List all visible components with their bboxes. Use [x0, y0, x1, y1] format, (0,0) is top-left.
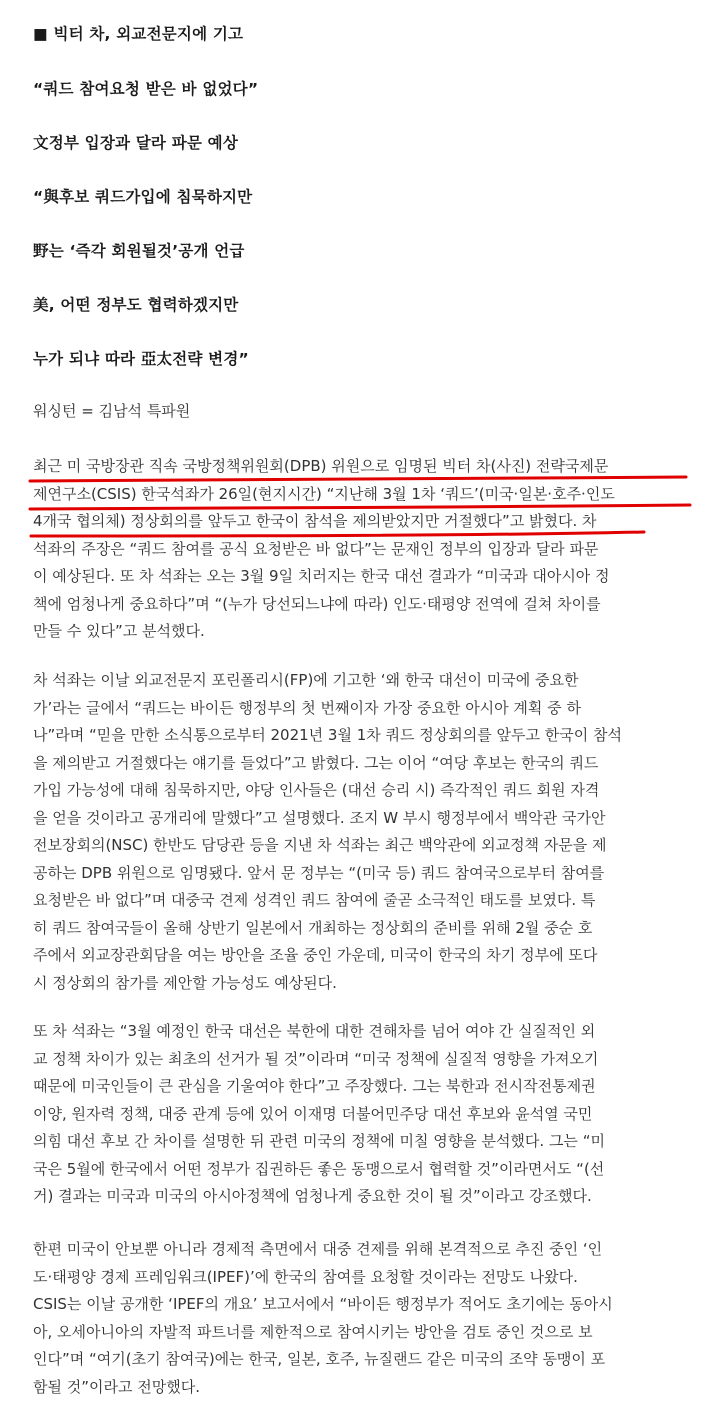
- paragraph-line: 시 정상회의 참가를 제안할 가능성도 예상된다.: [33, 973, 337, 992]
- paragraph-line: 히 쿼드 참여국들이 올해 상반기 일본에서 개최하는 정상회의 준비를 위해 2월 중순 호: [33, 918, 593, 937]
- paragraph-line: 을 얻을 것이라고 공개리에 말했다”고 설명했다. 조지 W 부시 행정부에서 백악관 국가안: [33, 808, 606, 827]
- paragraph-line: 또 차 석좌는 “3월 예정인 한국 대선은 북한에 대한 견해차를 넘어 여야 간 실질적인 외: [33, 1022, 596, 1040]
- paragraph-line: CSIS는 이날 공개한 ‘IPEF의 개요’ 보고서에서 “바이든 행정부가 적어도 초기에는 동아시: [33, 1295, 613, 1313]
- paragraph: [33, 667, 683, 997]
- headline-line: “與후보 쿼드가입에 침묵하지만: [33, 188, 253, 206]
- paragraph-line: 의힘 대선 후보 간 차이를 설명한 뒤 관련 미국의 정책에 미칠 영향을 분석했다. 그는 “미: [33, 1132, 605, 1150]
- paragraph: [33, 1018, 683, 1211]
- paragraph-line: 책에 엄청나게 중요하다”며 “(누가 당선되느냐에 따라) 인도·태평양 전역에 걸쳐 차이를: [33, 594, 601, 613]
- paragraph-line: 이 예상된다. 또 차 석좌는 오는 3월 9일 치러지는 한국 대선 결과가 “미국과 대아시아 정: [33, 567, 610, 585]
- paragraph: [33, 1236, 683, 1401]
- paragraph-line: 주에서 외교장관회담을 여는 방안을 조율 중인 가운데, 미국이 한국의 차기 정부에 또다: [33, 946, 598, 964]
- paragraph-line: 때문에 미국인들이 큰 관심을 기울여야 한다”고 주장했다. 그는 북한과 전시작전통제권: [33, 1077, 596, 1095]
- paragraph-line: 요청받은 바 없다”며 대중국 견제 성격인 쿼드 참여에 줄곧 소극적인 태도를 보였다. 특: [33, 891, 596, 909]
- paragraph-line: 공하는 DPB 위원으로 임명됐다. 앞서 문 정부는 “(미국 등) 쿼드 참여국으로부터 참여를: [33, 863, 605, 882]
- headline-line: 文정부 입장과 달라 파문 예상: [33, 134, 238, 152]
- byline: 워싱턴 = 김남석 특파원: [33, 402, 191, 420]
- paragraph: [33, 453, 683, 646]
- paragraph-line: 도·태평양 경제 프레임워크(IPEF)’에 한국의 참여를 요청할 것이라는 전망도 나왔다.: [33, 1267, 578, 1286]
- paragraph-line: 인다”며 “여기(초기 참여국)에는 한국, 일본, 호주, 뉴질랜드 같은 미국의 조약 동맹이 포: [33, 1350, 606, 1368]
- headline-line: 野는 ‘즉각 회원될것’공개 언급: [33, 242, 245, 260]
- paragraph-line: 교 정책 차이가 있는 최초의 선거가 될 것”이라며 “미국 정책에 실질적 영향을 가져오기: [33, 1049, 599, 1068]
- paragraph-line: 가’라는 글에서 “쿼드는 바이든 행정부의 첫 번째이자 가장 중요한 아시아 계획 중 하: [33, 698, 581, 717]
- headline-line: ■ 빅터 차, 외교전문지에 기고: [33, 25, 244, 43]
- headline-line: “쿼드 참여요청 받은 바 없었다”: [33, 80, 259, 98]
- headline-line: 美, 어떤 정부도 협력하겠지만: [33, 296, 239, 314]
- paragraph-line: 을 제의받고 거절했다는 얘기를 들었다”고 밝혔다. 그는 이어 “여당 후보는 한국의 쿼드: [33, 753, 599, 772]
- paragraph-line: 국은 5월에 한국에서 어떤 정부가 집권하든 좋은 동맹으로서 협력할 것”이라면서도 “(선: [33, 1159, 605, 1178]
- paragraph-line: 함될 것”이라고 전망했다.: [33, 1377, 200, 1396]
- headline-line: 누가 되냐 따라 亞太전략 변경”: [33, 350, 249, 368]
- paragraph-line: 이양, 원자력 정책, 대중 관계 등에 있어 이재명 더불어민주당 대선 후보와 윤석열 국민: [33, 1104, 593, 1123]
- paragraph-line: 아, 오세아니아의 자발적 파트너를 제한적으로 참여시키는 방안을 검토 중인 것으로 보: [33, 1322, 593, 1341]
- paragraph-line: 가입 가능성에 대해 침묵하지만, 야당 인사들은 (대선 승리 시) 즉각적인 쿼드 회원 자격: [33, 781, 600, 799]
- paragraph-line: 4개국 협의체) 정상회의를 앞두고 한국이 참석을 제의받았지만 거절했다”고 밝혔다. 차: [33, 512, 597, 530]
- paragraph-line: 전보장회의(NSC) 한반도 담당관 등을 지낸 차 석좌는 최근 백악관에 외교정책 자문을 제: [33, 836, 607, 854]
- paragraph-line: 석좌의 주장은 “쿼드 참여를 공식 요청받은 바 없다”는 문재인 정부의 입장과 달라 파문: [33, 539, 599, 558]
- paragraph-line: 제연구소(CSIS) 한국석좌가 26일(현지시간) “지난해 3월 1차 ‘쿼드’(미국·일본·호주·인도: [33, 484, 615, 503]
- paragraph-line: 거) 결과는 미국과 미국의 아시아정책에 엄청나게 중요한 것이 될 것”이라고 강조했다.: [33, 1187, 592, 1205]
- paragraph-line: 최근 미 국방장관 직속 국방정책위원회(DPB) 위원으로 임명된 빅터 차(사진) 전략국제문: [33, 457, 609, 475]
- paragraph-line: 나”라며 “믿을 만한 소식통으로부터 2021년 3월 1차 쿼드 정상회의를 앞두고 한국이 참석: [33, 726, 622, 744]
- paragraph-line: 만들 수 있다”고 분석했다.: [33, 622, 205, 640]
- paragraph-line: 차 석좌는 이날 외교전문지 포린폴리시(FP)에 기고한 ‘왜 한국 대선이 미국에 중요한: [33, 671, 579, 689]
- paragraph-line: 한편 미국이 안보뿐 아니라 경제적 측면에서 대중 견제를 위해 본격적으로 추진 중인 ‘인: [33, 1240, 603, 1258]
